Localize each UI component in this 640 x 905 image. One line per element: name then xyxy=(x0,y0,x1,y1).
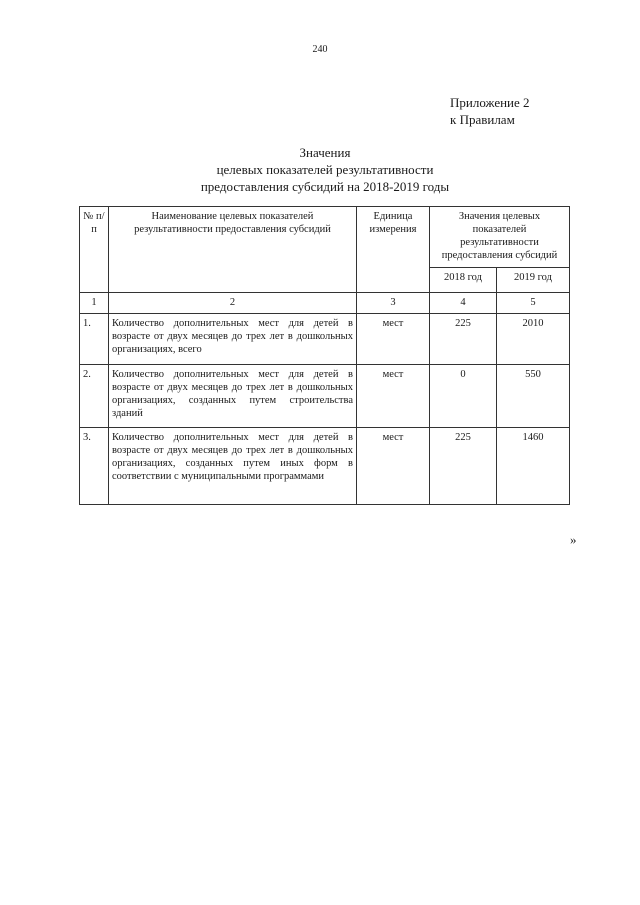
header-indicator-name: Наименование целевых показателей результативности предоставления субсидий xyxy=(109,207,357,293)
row-number: 1. xyxy=(80,314,109,365)
appendix-line-2: к Правилам xyxy=(450,112,515,127)
column-number: 4 xyxy=(430,293,497,314)
title-line-3: предоставления субсидий на 2018-2019 годы xyxy=(200,179,450,194)
value-2018: 225 xyxy=(430,428,497,505)
header-year-2019: 2019 год xyxy=(497,268,570,293)
page-number: 240 xyxy=(312,44,328,55)
indicator-name: Количество дополнительных мест для детей в возрасте от двух месяцев до трех лет в дошкольных организациях, созданных путем иных форм в соответствии с муниципальными программами xyxy=(109,428,357,505)
value-2019: 1460 xyxy=(497,428,570,505)
value-2018: 225 xyxy=(430,314,497,365)
appendix-line-1: Приложение 2 xyxy=(450,95,530,110)
appendix-reference xyxy=(450,94,530,128)
row-number: 2. xyxy=(80,365,109,428)
table-row xyxy=(80,314,570,365)
targets-table xyxy=(79,206,570,505)
indicator-name: Количество дополнительных мест для детей в возрасте от двух месяцев до трех лет в дошкольных организациях, созданных путем строительства зданий xyxy=(109,365,357,428)
indicator-name: Количество дополнительных мест для детей в возрасте от двух месяцев до трех лет в дошкольных организациях, всего xyxy=(109,314,357,365)
closing-quote: » xyxy=(570,532,577,547)
title-line-2: целевых показателей результативности xyxy=(216,162,434,177)
value-2018: 0 xyxy=(430,365,497,428)
column-number: 5 xyxy=(497,293,570,314)
column-number-row xyxy=(80,293,570,314)
header-target-values: Значения целевых показателей результативности предоставления субсидий xyxy=(430,207,570,268)
header-year-2018: 2018 год xyxy=(430,268,497,293)
unit-cell: мест xyxy=(357,365,430,428)
header-number: № п/п xyxy=(80,207,109,293)
table-row xyxy=(80,428,570,505)
table-row xyxy=(80,365,570,428)
row-number: 3. xyxy=(80,428,109,505)
column-number: 2 xyxy=(109,293,357,314)
unit-cell: мест xyxy=(357,428,430,505)
column-number: 3 xyxy=(357,293,430,314)
document-title xyxy=(100,144,550,195)
value-2019: 2010 xyxy=(497,314,570,365)
column-number: 1 xyxy=(80,293,109,314)
value-2019: 550 xyxy=(497,365,570,428)
header-unit: Единица измерения xyxy=(357,207,430,293)
title-line-1: Значения xyxy=(299,145,351,160)
unit-cell: мест xyxy=(357,314,430,365)
